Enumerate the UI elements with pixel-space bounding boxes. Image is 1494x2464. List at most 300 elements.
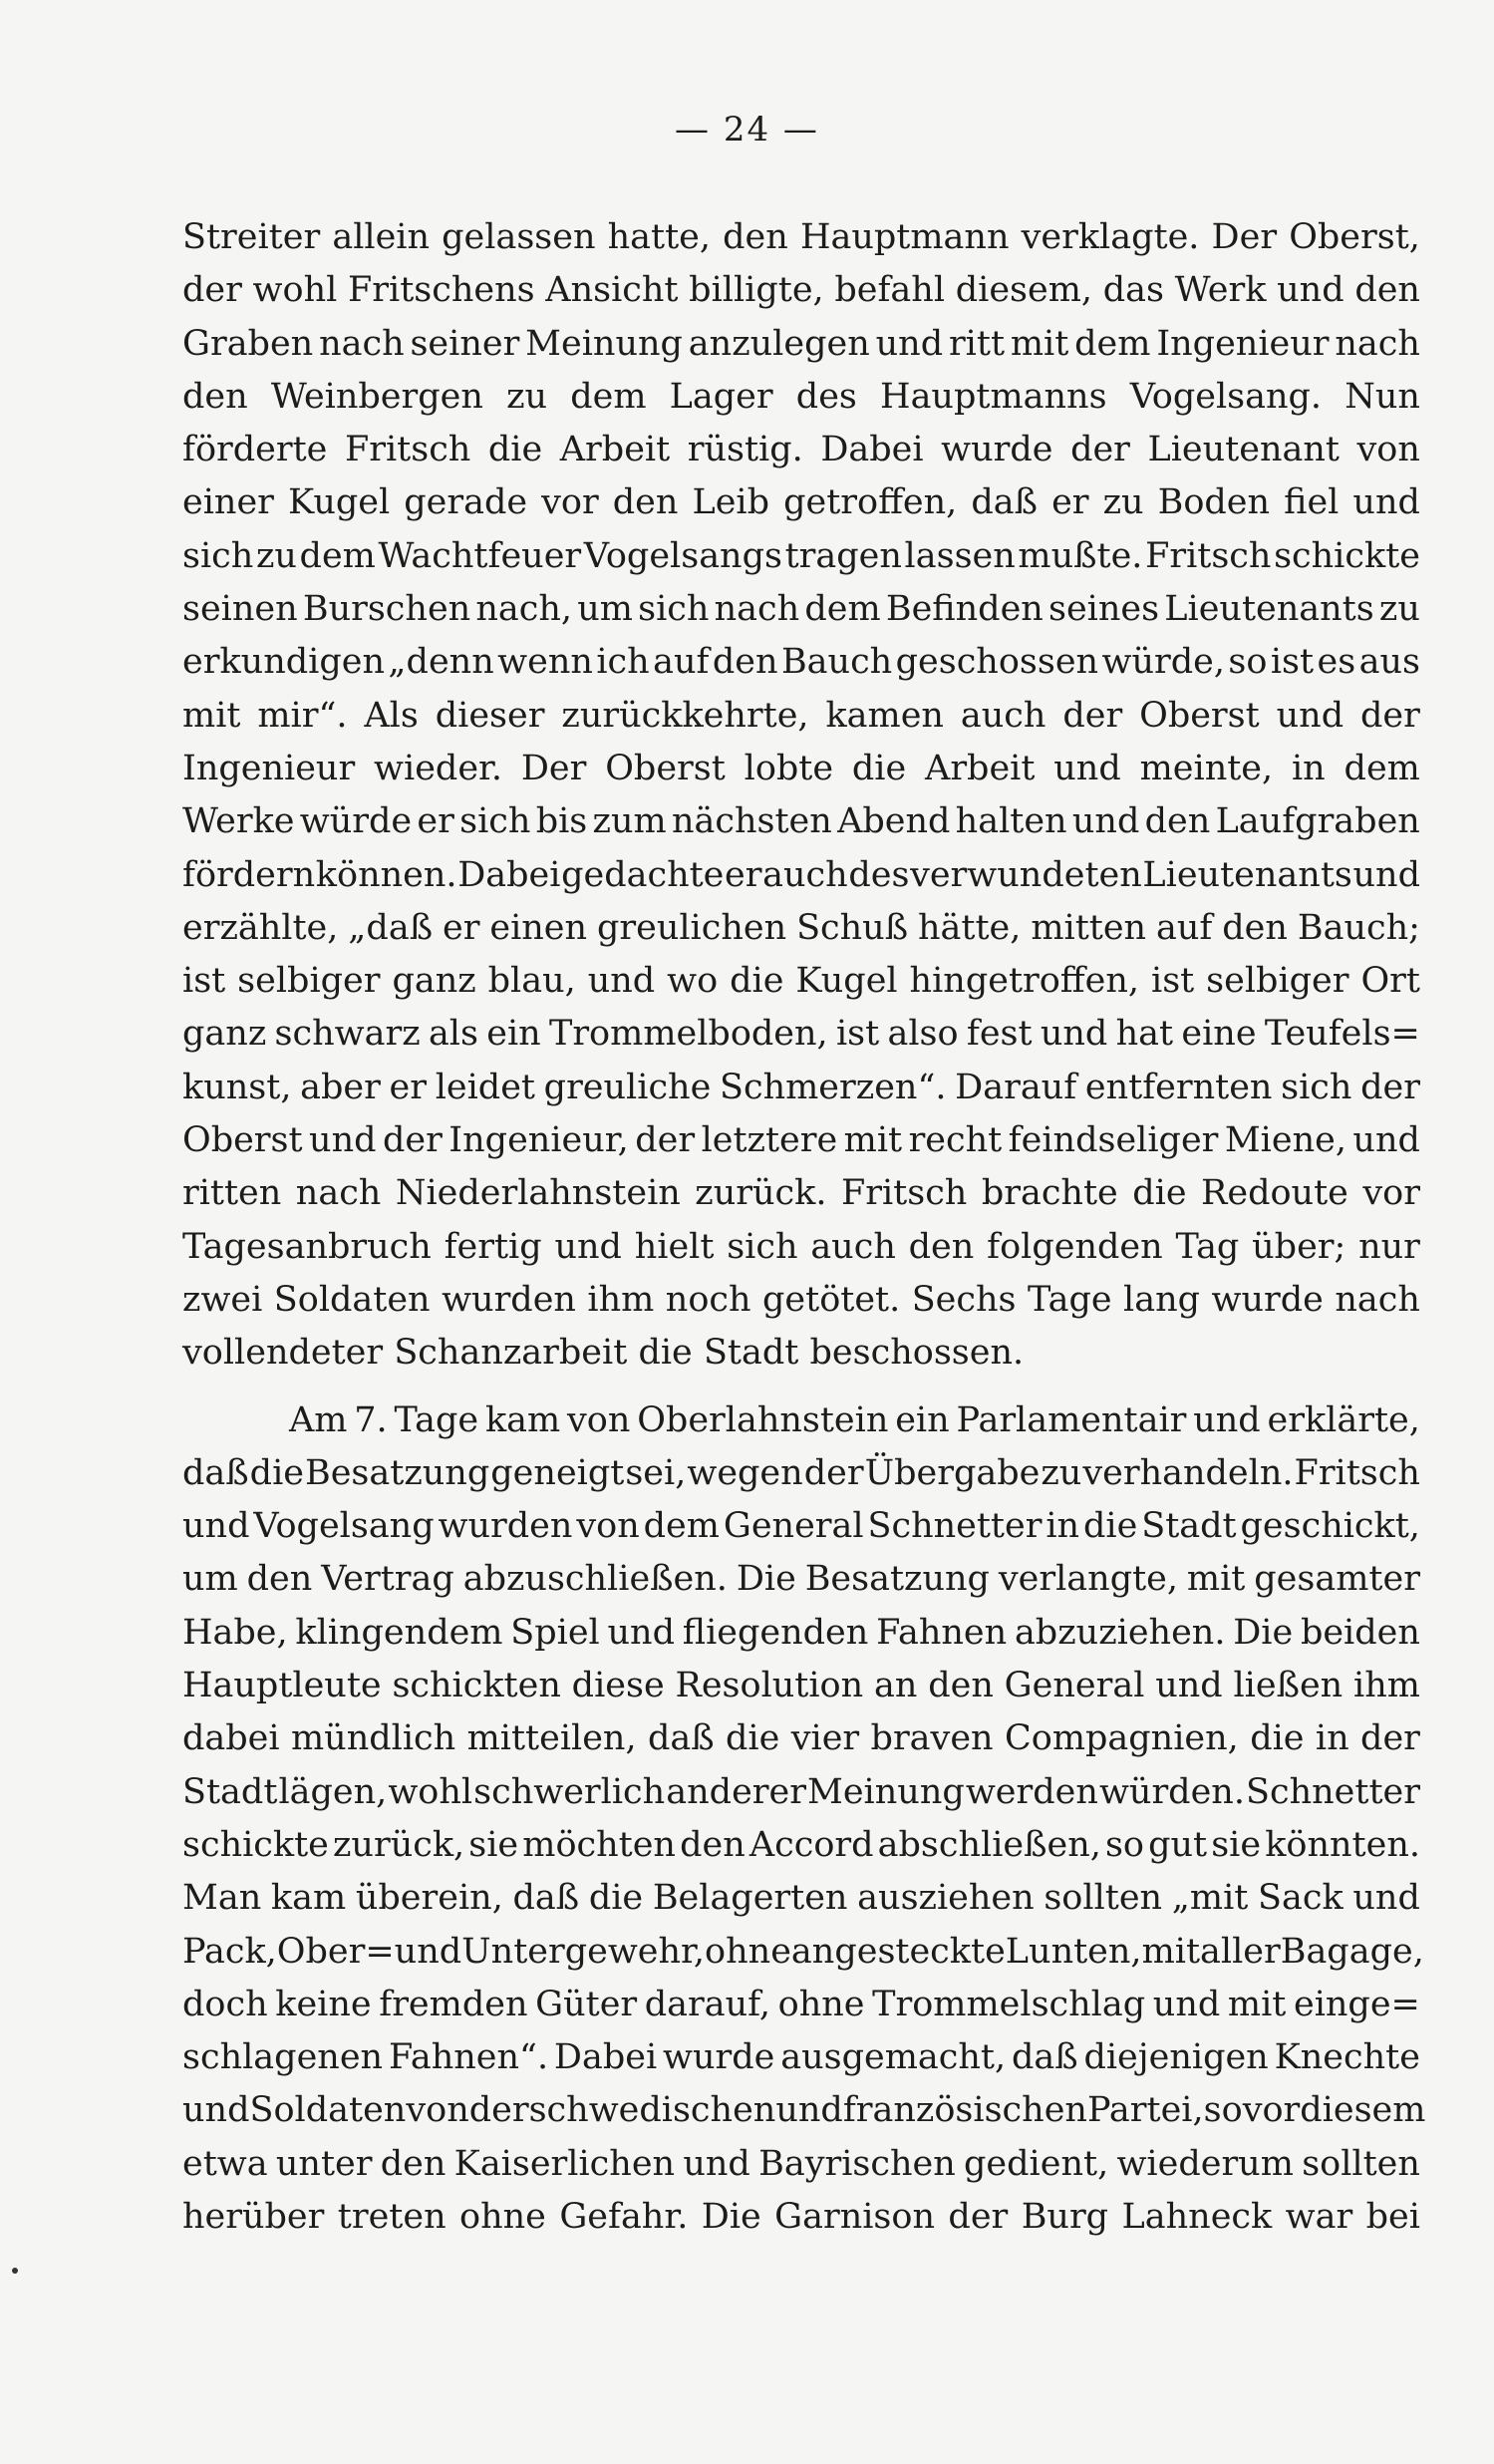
word: etwa — [182, 2143, 268, 2184]
word: Kugel — [795, 961, 898, 1002]
word: gedachte — [561, 854, 725, 895]
word: ohne — [459, 2196, 546, 2237]
word: ohne — [777, 1984, 865, 2024]
word: verhandeln. — [1082, 1452, 1294, 1493]
word: folgenden — [987, 1226, 1163, 1267]
word: lang — [1123, 1279, 1201, 1320]
word: Lunten, — [1005, 1931, 1142, 1972]
word: Partei, — [1086, 2090, 1204, 2131]
word: ist — [835, 1014, 880, 1055]
word: darauf, — [644, 1984, 771, 2024]
word: Besatzung — [305, 1452, 490, 1493]
word: und — [182, 1506, 250, 1547]
text-line — [182, 1607, 1420, 1660]
word: allein — [332, 217, 431, 257]
text-line — [182, 424, 1420, 476]
word: sollten — [1044, 1878, 1163, 1919]
word: beiden — [1300, 1612, 1420, 1653]
word: und — [875, 323, 944, 364]
word: schickte — [1274, 535, 1420, 576]
word: abzuschließen. — [462, 1559, 728, 1600]
text-line — [182, 1500, 1420, 1553]
word: den — [1222, 907, 1288, 948]
word: den — [380, 2143, 447, 2184]
word: erzählte, — [182, 907, 339, 948]
word: den — [712, 642, 778, 683]
text-line — [182, 1008, 1420, 1061]
word: sich — [727, 1226, 798, 1267]
word: Lieutenant — [1147, 430, 1340, 470]
word: vollendeter — [182, 1333, 384, 1374]
word: mir“. — [257, 695, 348, 736]
word: nach — [1335, 1279, 1420, 1320]
word: wurden — [442, 1279, 576, 1320]
word: so — [1104, 1824, 1145, 1865]
word: Knechte — [1274, 2037, 1420, 2078]
word: Meinung — [807, 1771, 965, 1812]
text-line — [182, 583, 1420, 636]
word: hingetroffen, — [909, 961, 1140, 1002]
word: Als — [364, 695, 419, 736]
word: Pack, — [182, 1931, 277, 1972]
word: geschickt, — [1240, 1506, 1420, 1547]
word: seiner — [410, 323, 520, 364]
word: brachte — [981, 1173, 1118, 1214]
word: also — [887, 1014, 959, 1055]
word: Stadt — [703, 1333, 799, 1374]
word: schwerlich — [473, 1771, 666, 1812]
word: gelassen — [442, 217, 596, 257]
word: rüstig. — [687, 430, 803, 470]
word: wenn — [497, 642, 593, 683]
word: Stadt — [182, 1771, 278, 1812]
word: Werke — [182, 801, 295, 842]
word: unter — [275, 2143, 373, 2184]
word: Resolution — [675, 1666, 864, 1706]
word: und — [394, 1931, 462, 1972]
word: der — [1062, 695, 1123, 736]
word: doch — [182, 1984, 268, 2024]
word: von — [567, 1399, 631, 1440]
word: sollten — [1302, 2143, 1420, 2184]
word: den — [908, 1226, 975, 1267]
word: Sack — [1258, 1878, 1344, 1919]
word: von — [576, 1506, 640, 1547]
word: Schuß — [796, 907, 909, 948]
word: zu — [1378, 589, 1420, 630]
word: Fritsch — [1145, 535, 1272, 576]
word: vor — [541, 482, 599, 523]
word: getroffen, — [783, 482, 958, 523]
word: billigte, — [689, 270, 824, 311]
text-line — [182, 743, 1420, 795]
word: zurückkehrte, — [561, 695, 809, 736]
word: kunst, — [182, 1067, 292, 1107]
word: General — [723, 1506, 864, 1547]
word: die — [726, 1718, 780, 1759]
text-line — [182, 1553, 1420, 1606]
text-line — [182, 264, 1420, 317]
word: auf — [653, 642, 710, 683]
word: Soldaten — [249, 2090, 407, 2131]
word: werden — [965, 1771, 1098, 1812]
word: Stadt — [1141, 1506, 1237, 1547]
text-line — [182, 955, 1420, 1008]
word: beschossen. — [809, 1333, 1025, 1374]
word: mitteilen, — [466, 1718, 637, 1759]
word: angesteckte — [790, 1931, 1006, 1972]
text-line — [182, 1712, 1420, 1765]
word: Fritsch — [344, 430, 471, 470]
word: Die — [701, 2196, 761, 2237]
word: abzuziehen. — [1014, 1612, 1226, 1653]
word: Übergabe — [864, 1452, 1041, 1493]
word: Oberst — [1139, 695, 1260, 736]
word: erklärte, — [1267, 1399, 1420, 1440]
word: Nun — [1345, 376, 1420, 417]
word: mit — [182, 695, 241, 736]
word: Hauptmann — [799, 217, 1010, 257]
word: Niederlahnstein — [395, 1173, 681, 1214]
word: wurde — [1211, 1279, 1324, 1320]
word: Tagesanbruch — [182, 1226, 432, 1267]
word: die — [851, 748, 907, 788]
word: fördern — [182, 854, 316, 895]
text-line — [182, 636, 1420, 689]
word: Die — [1233, 1612, 1294, 1653]
word: Lager — [669, 376, 773, 417]
word: seines — [1048, 589, 1160, 630]
word: Lieutenants — [1164, 589, 1374, 630]
word: Teufels= — [1264, 1014, 1420, 1055]
word: befahl — [834, 270, 946, 311]
word: dem — [1074, 323, 1151, 364]
text-line — [182, 1327, 1420, 1380]
text-line — [182, 1114, 1420, 1167]
word: Bayrischen — [758, 2143, 956, 2184]
word: zu — [255, 535, 297, 576]
text-line — [182, 211, 1420, 264]
word: ritt — [948, 323, 1006, 364]
word: anzulegen — [688, 323, 870, 364]
word: in — [1046, 1506, 1080, 1547]
word: keine — [275, 1984, 372, 2024]
word: schickte — [182, 1824, 329, 1865]
word: Kugel — [287, 482, 391, 523]
text-line — [182, 1872, 1420, 1925]
text-line — [182, 1447, 1420, 1500]
word: Besatzung — [804, 1559, 990, 1600]
text-line — [182, 2191, 1420, 2244]
margin-speck — [12, 2268, 18, 2274]
word: hat — [1115, 1014, 1174, 1055]
word: mußte. — [1018, 535, 1143, 576]
word: Leib — [692, 482, 770, 523]
word: Hauptmanns — [880, 376, 1107, 417]
word: die — [249, 1452, 304, 1493]
word: blau, — [487, 961, 576, 1002]
word: daß — [971, 482, 1039, 523]
word: die — [1250, 1718, 1305, 1759]
word: nach — [714, 589, 800, 630]
word: Sechs — [911, 1279, 1017, 1320]
word: Fritsch — [1294, 1452, 1420, 1493]
word: Kaiserlichen — [453, 2143, 676, 2184]
word: wohl — [388, 1771, 473, 1812]
word: Trommelboden, — [548, 1014, 828, 1055]
word: tragen — [784, 535, 902, 576]
word: mündlich — [290, 1718, 456, 1759]
word: den — [612, 482, 679, 523]
paragraph — [182, 1394, 1426, 2245]
word: Bagage, — [1280, 1931, 1424, 1972]
word: bei — [1365, 2196, 1420, 2237]
word: und — [587, 961, 656, 1002]
word: Schanzarbeit — [394, 1333, 628, 1374]
word: und — [607, 1612, 675, 1653]
text-line — [182, 318, 1420, 371]
word: Gefahr. — [559, 2196, 689, 2237]
word: Meinung — [525, 323, 683, 364]
word: Redoute — [1201, 1173, 1348, 1214]
text-line — [182, 795, 1420, 848]
word: Schmerzen“. — [720, 1067, 947, 1107]
word: Compagnien, — [1004, 1718, 1239, 1759]
word: wo — [667, 961, 719, 1002]
word: halten — [955, 801, 1067, 842]
word: des — [848, 854, 910, 895]
word: daß — [182, 1452, 249, 1493]
text-line — [182, 1394, 1420, 1447]
word: Dabei — [553, 2037, 658, 2078]
word: so — [1228, 642, 1268, 683]
word: sich — [1281, 1067, 1352, 1107]
word: zwei — [182, 1279, 263, 1320]
word: und — [182, 2090, 250, 2131]
word: vor — [1242, 2090, 1301, 2131]
word: recht — [908, 1120, 1003, 1161]
word: fiel — [1284, 482, 1340, 523]
word: Accord — [748, 1824, 874, 1865]
word: treten — [337, 2196, 447, 2237]
word: der — [1360, 695, 1420, 736]
word: General — [1004, 1666, 1145, 1706]
word: Fahnen — [876, 1612, 1008, 1653]
word: und — [1352, 854, 1420, 895]
word: war — [1285, 2196, 1353, 2237]
word: Ingenieur, — [448, 1120, 629, 1161]
paragraph — [182, 211, 1420, 1381]
word: zu — [1102, 482, 1144, 523]
word: diesem — [1300, 2090, 1426, 2131]
word: des — [795, 376, 857, 417]
word: überein, — [355, 1878, 503, 1919]
word: mit — [1186, 1559, 1246, 1600]
word: Vogelsang. — [1129, 376, 1323, 417]
word: entfernten — [1084, 1067, 1273, 1107]
word: dem — [1344, 748, 1420, 788]
word: 7. — [354, 1399, 388, 1440]
word: vier — [790, 1718, 860, 1759]
word: Tage — [394, 1399, 479, 1440]
word: der — [803, 1452, 864, 1493]
word: der — [468, 2090, 529, 2131]
word: wohl — [252, 270, 338, 311]
word: Lahneck — [1121, 2196, 1273, 2237]
word: aus — [1358, 642, 1420, 683]
word: Schnetter — [867, 1506, 1043, 1547]
word: selbiger — [237, 961, 381, 1002]
word: zurück. — [695, 1173, 827, 1214]
word: er — [417, 801, 454, 842]
word: zu — [1041, 1452, 1082, 1493]
word: kam — [484, 1399, 561, 1440]
word: anderer — [666, 1771, 806, 1812]
word: Oberst — [605, 748, 726, 788]
word: Wachtfeuer — [378, 535, 582, 576]
word: zu — [506, 376, 548, 417]
text-line — [182, 1062, 1420, 1114]
word: einen — [489, 907, 588, 948]
word: dem — [804, 589, 881, 630]
word: Burschen — [302, 589, 471, 630]
word: daß — [512, 1878, 580, 1919]
word: ganz — [182, 1014, 267, 1055]
word: daß — [1011, 2037, 1078, 2078]
word: und — [1352, 1878, 1420, 1919]
text-line — [182, 476, 1420, 529]
word: Die — [736, 1559, 796, 1600]
word: um — [577, 589, 633, 630]
word: lassen — [904, 535, 1016, 576]
word: seinen — [182, 589, 298, 630]
text-line — [182, 1926, 1424, 1979]
word: wurde — [941, 430, 1053, 470]
word: bis — [535, 801, 588, 842]
word: Befinden — [885, 589, 1044, 630]
word: der — [948, 2196, 1009, 2237]
word: ausziehen — [857, 1878, 1035, 1919]
word: ließen — [1233, 1666, 1344, 1706]
word: wieder. — [374, 748, 503, 788]
word: ihm — [587, 1279, 655, 1320]
word: lobte — [744, 748, 834, 788]
word: die — [1132, 1173, 1187, 1214]
text-line — [182, 2084, 1426, 2137]
word: hielt — [634, 1226, 715, 1267]
word: „denn — [388, 642, 494, 683]
word: den — [1354, 270, 1420, 311]
word: und — [1352, 1120, 1420, 1161]
word: die — [638, 1333, 693, 1374]
word: die — [588, 1878, 644, 1919]
word: Tage — [1027, 1279, 1112, 1320]
word: wegen — [687, 1452, 803, 1493]
text-line — [182, 1167, 1420, 1220]
word: nach — [295, 1173, 382, 1214]
word: Burg — [1021, 2196, 1109, 2237]
word: Der — [520, 748, 587, 788]
word: Darauf — [955, 1067, 1077, 1107]
word: französischen — [842, 2090, 1087, 2131]
word: und — [1155, 1666, 1223, 1706]
text-line — [182, 1979, 1420, 2031]
word: einge= — [1293, 1984, 1420, 2024]
word: ist — [1151, 961, 1195, 1002]
word: daß — [647, 1718, 715, 1759]
word: förderte — [182, 430, 328, 470]
word: würden. — [1098, 1771, 1245, 1812]
word: mit — [843, 1120, 903, 1161]
word: Man — [182, 1878, 262, 1919]
word: und — [775, 2090, 843, 2131]
word: ist — [1270, 642, 1315, 683]
word: Ort — [1360, 961, 1420, 1002]
word: selbiger — [1206, 961, 1349, 1002]
word: auf — [1156, 907, 1213, 948]
word: Belagerten — [652, 1878, 848, 1919]
word: und — [554, 1226, 622, 1267]
word: „daß — [348, 907, 434, 948]
word: mit — [1227, 1984, 1287, 2024]
word: dem — [299, 535, 376, 576]
word: gedient, — [964, 2143, 1109, 2184]
word: das — [1102, 270, 1164, 311]
word: als — [428, 1014, 478, 1055]
word: auch — [960, 695, 1046, 736]
word: in — [1291, 748, 1326, 788]
word: greulichen — [596, 907, 787, 948]
word: Werk — [1174, 270, 1267, 311]
word: noch — [665, 1279, 751, 1320]
word: gut — [1148, 1824, 1208, 1865]
word: Untergewehr, — [461, 1931, 706, 1972]
word: Trommelschlag — [872, 1984, 1146, 2024]
word: meinte, — [1139, 748, 1274, 788]
word: auch — [810, 1226, 896, 1267]
word: verwundeten — [910, 854, 1142, 895]
word: Vertrag — [321, 1559, 454, 1600]
word: Parlamentair — [956, 1399, 1187, 1440]
word: Dabei — [820, 430, 924, 470]
word: Boden — [1157, 482, 1271, 523]
word: den — [182, 376, 248, 417]
word: zurück, — [332, 1824, 465, 1865]
word: nächsten — [671, 801, 832, 842]
word: wurden — [438, 1506, 573, 1547]
word: verklagte. — [1021, 217, 1200, 257]
word: schickten — [392, 1666, 561, 1706]
word: Streiter — [182, 217, 321, 257]
word: lägen, — [278, 1771, 388, 1812]
word: Der — [1211, 217, 1278, 257]
word: der — [635, 1120, 696, 1161]
word: so — [1203, 2090, 1243, 2131]
word: aller — [1200, 1931, 1281, 1972]
word: ist — [182, 961, 226, 1002]
word: kamen — [825, 695, 944, 736]
word: „mit — [1171, 1878, 1249, 1919]
word: nur — [1358, 1226, 1420, 1267]
word: und — [1152, 1984, 1221, 2024]
word: mit — [1141, 1931, 1201, 1972]
word: mit — [1010, 323, 1069, 364]
word: sie — [468, 1824, 519, 1865]
word: sich — [459, 801, 531, 842]
word: hatte, — [607, 217, 712, 257]
word: gesamter — [1254, 1559, 1420, 1600]
word: er — [1051, 482, 1089, 523]
